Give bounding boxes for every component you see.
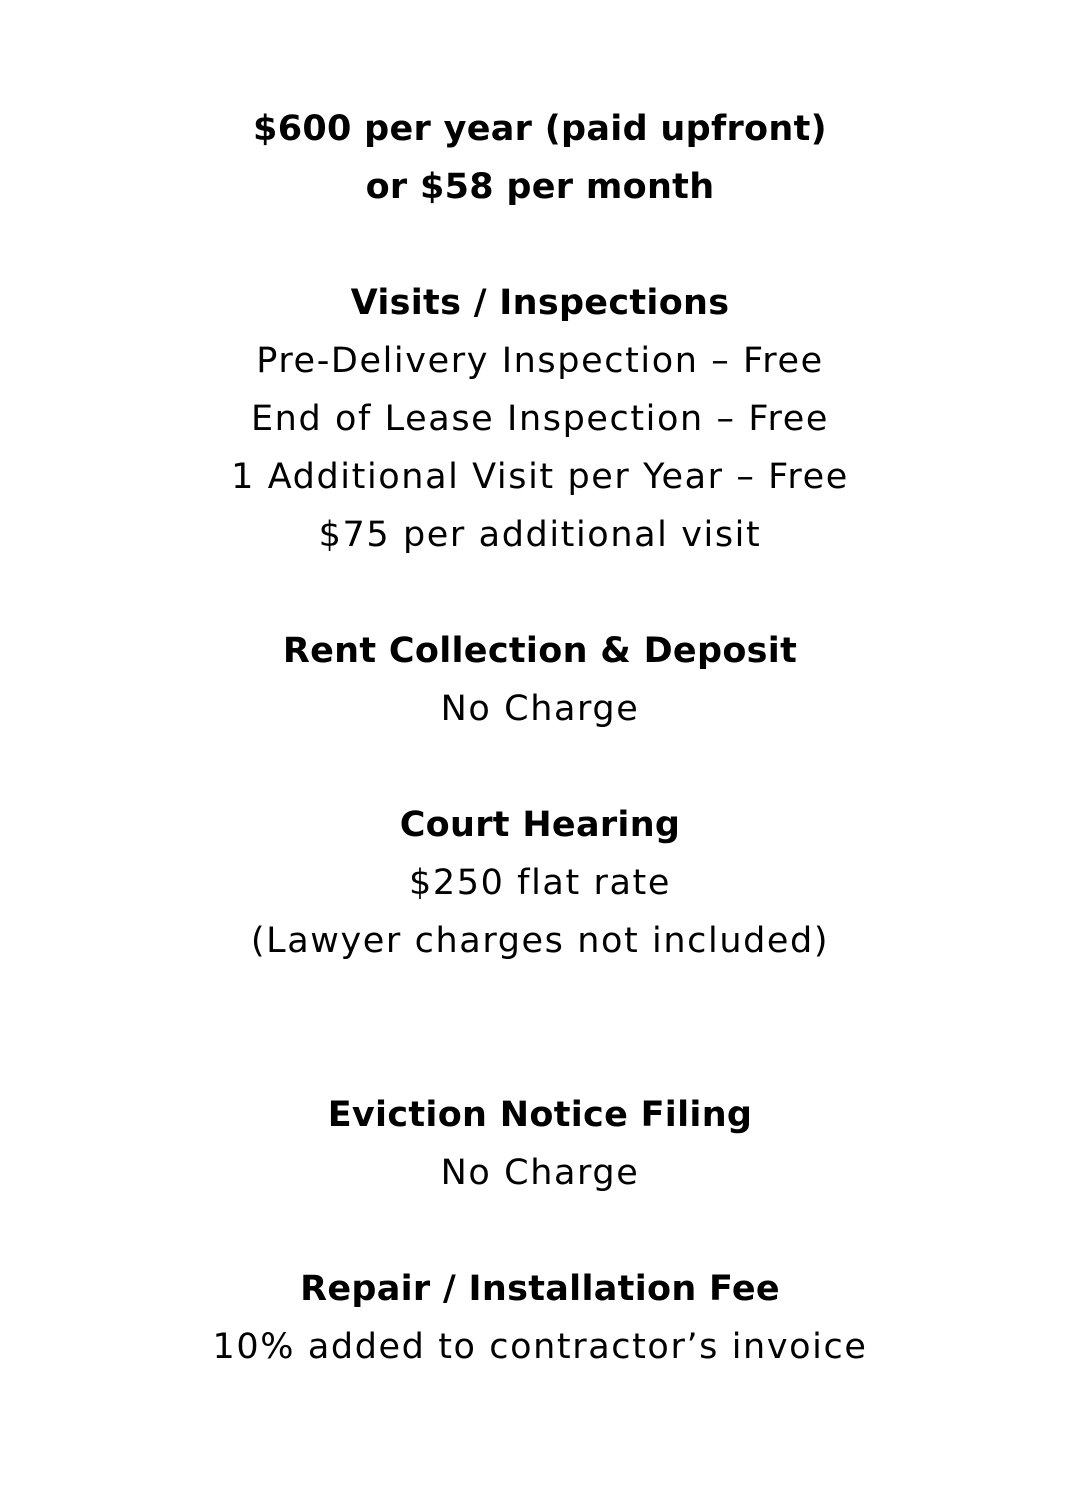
visits-section xyxy=(0,274,1080,564)
visits-item: Pre-Delivery Inspection – Free xyxy=(256,341,824,381)
annual-price: $600 per year (paid upfront) xyxy=(253,109,827,149)
visits-heading: Visits / Inspections xyxy=(350,283,730,323)
visits-item: 1 Additional Visit per Year – Free xyxy=(231,457,849,497)
repair-heading: Repair / Installation Fee xyxy=(300,1269,780,1309)
eviction-section xyxy=(0,1086,1080,1202)
rent-heading: Rent Collection & Deposit xyxy=(282,631,798,671)
repair-section xyxy=(0,1260,1080,1376)
court-value: $250 flat rate xyxy=(408,863,672,903)
visits-item: $75 per additional visit xyxy=(318,515,762,555)
eviction-heading: Eviction Notice Filing xyxy=(327,1095,753,1135)
spacer xyxy=(0,216,1080,274)
eviction-value: No Charge xyxy=(440,1153,640,1193)
court-section xyxy=(0,796,1080,970)
monthly-price: or $58 per month xyxy=(365,167,715,207)
court-heading: Court Hearing xyxy=(399,805,681,845)
repair-value: 10% added to contractor’s invoice xyxy=(212,1327,868,1367)
spacer xyxy=(0,970,1080,1086)
spacer xyxy=(0,564,1080,622)
visits-item: End of Lease Inspection – Free xyxy=(250,399,830,439)
spacer xyxy=(0,738,1080,796)
spacer xyxy=(0,1202,1080,1260)
rent-value: No Charge xyxy=(440,689,640,729)
rent-section xyxy=(0,622,1080,738)
pricing-section xyxy=(0,100,1080,216)
court-note: (Lawyer charges not included) xyxy=(250,921,830,961)
